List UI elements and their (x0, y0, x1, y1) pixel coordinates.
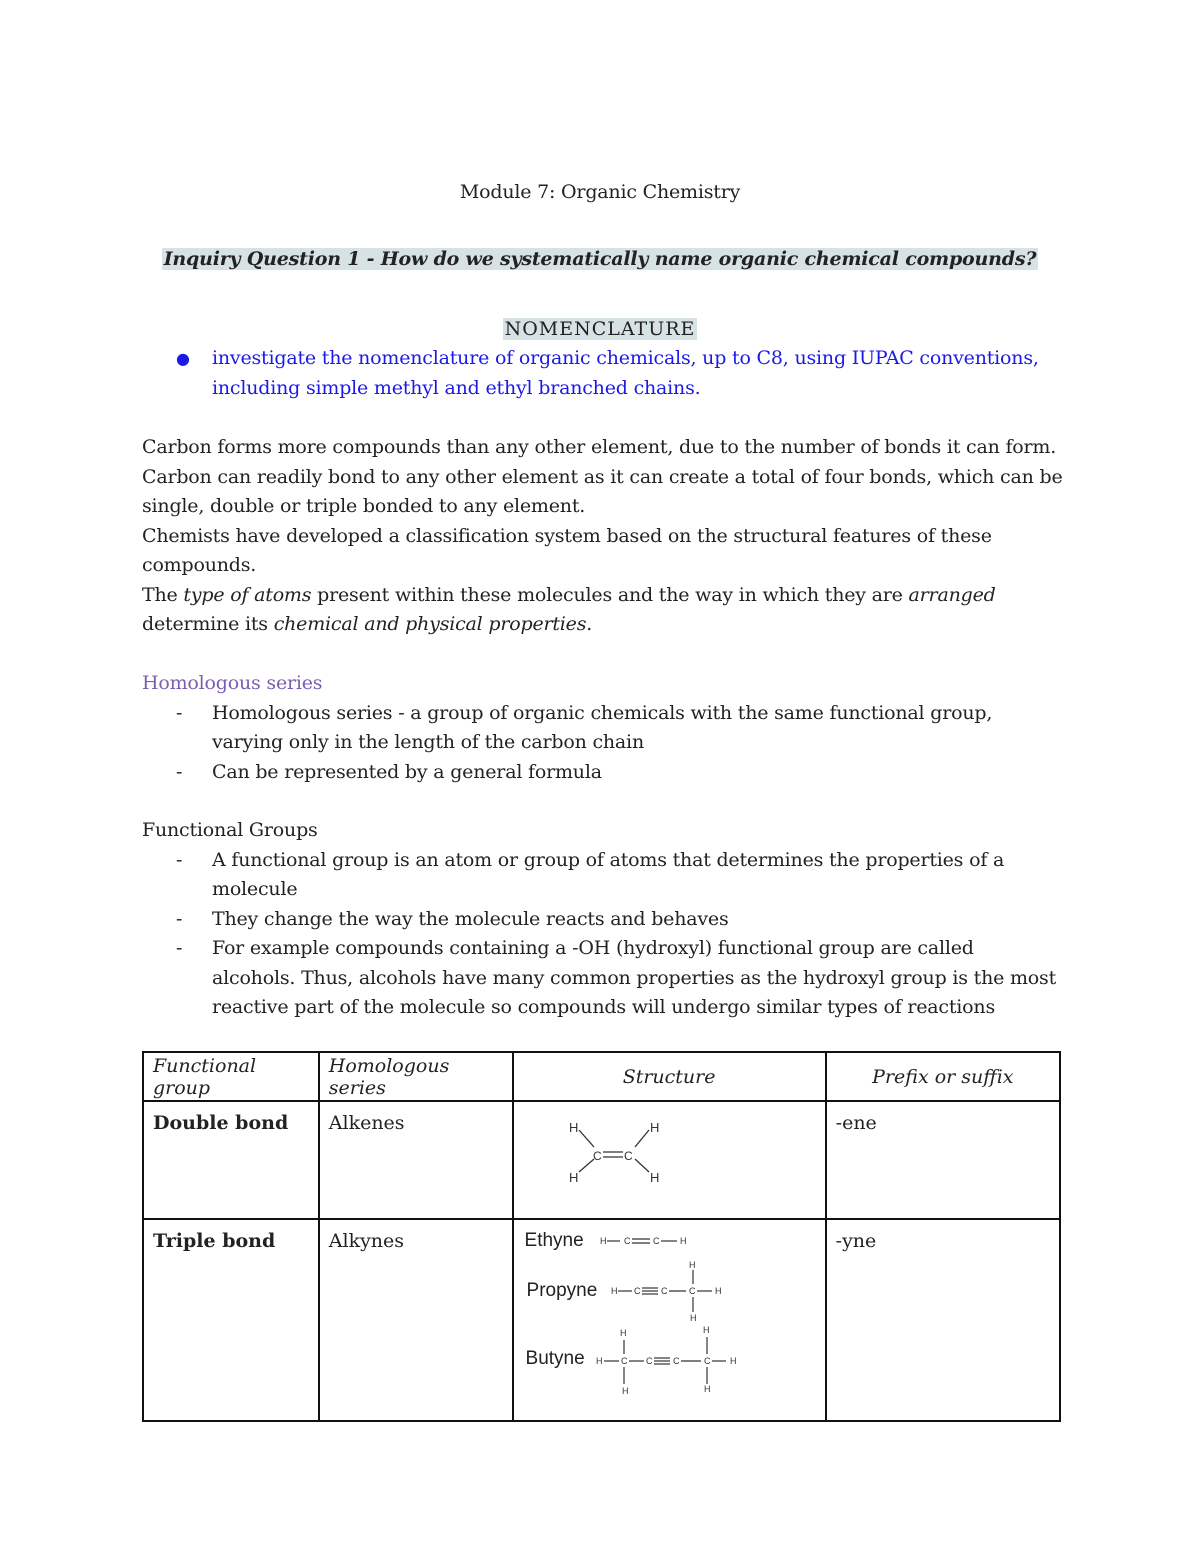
cell-structure (513, 1101, 826, 1219)
inquiry-question: Inquiry Question 1 - How do we systematically name organic chemical compounds? (163, 248, 1037, 270)
cell-structure (513, 1219, 826, 1421)
svg-text:H: H (621, 1386, 629, 1396)
emphasis: arranged (908, 583, 996, 606)
syllabus-line: investigate the nomenclature of organic chemicals, up to C8, using IUPAC conventions, (212, 347, 1039, 369)
text: molecule (212, 878, 298, 900)
text: determine its (142, 613, 274, 635)
text: present within these molecules and the way in which they are (311, 583, 909, 606)
svg-text:H: H (703, 1384, 711, 1394)
syllabus-point (176, 344, 1112, 403)
intro-line: single, double or triple bonded to any element. (142, 495, 586, 517)
header-cell: Prefix or suffix (826, 1052, 1060, 1101)
svg-text:C: C (688, 1286, 696, 1296)
propyne-label: Propyne (526, 1280, 598, 1301)
section-heading: NOMENCLATURE (504, 318, 696, 340)
cell-affix: -yne (826, 1219, 1060, 1421)
butyne-label: Butyne (525, 1348, 585, 1369)
intro-line: compounds. (142, 554, 257, 576)
intro-line: Carbon forms more compounds than any other element, due to the number of bonds it can form. (142, 436, 1057, 458)
section-subheading: Functional Groups (142, 819, 318, 841)
svg-text:H: H (595, 1356, 603, 1366)
svg-text:C: C (652, 1236, 660, 1246)
svg-text:C: C (592, 1149, 602, 1163)
cell-series: Alkynes (319, 1219, 513, 1421)
list-item (142, 905, 1082, 935)
section-heading-wrap (0, 315, 1200, 345)
svg-text:H: H (689, 1313, 697, 1323)
header-cell: Homologous series (319, 1052, 513, 1101)
functional-section (142, 816, 1082, 1023)
text: - They change the way the molecule reacts and behaves (212, 907, 729, 930)
functional-groups-table (142, 1051, 1061, 1422)
intro-paragraph (142, 433, 1082, 640)
text: - For example compounds containing a -OH (hydroxyl) functional group are called (212, 937, 974, 959)
bullet-icon: ● (176, 349, 190, 368)
homologous-section (142, 669, 1082, 787)
text: - Can be represented by a general formula (212, 760, 602, 783)
table-row (143, 1101, 1060, 1219)
list-item (142, 934, 1082, 1023)
table-row (143, 1219, 1060, 1421)
cell-affix: -ene (826, 1101, 1060, 1219)
svg-text:H: H (649, 1170, 659, 1185)
svg-text:H: H (619, 1328, 627, 1338)
text: reactive part of the molecule so compounds will undergo similar types of reactions (212, 996, 996, 1018)
intro-line (142, 581, 1082, 611)
emphasis: type of atoms (183, 583, 312, 606)
svg-text:C: C (623, 1149, 633, 1163)
intro-line: Chemists have developed a classification system based on the structural features of these (142, 524, 992, 547)
svg-text:H: H (714, 1286, 722, 1296)
alkyne-structures-diagram (514, 1220, 824, 1410)
text: alcohols. Thus, alcohols have many common properties as the hydroxyl group is the most (212, 966, 1057, 989)
svg-text:H: H (702, 1325, 710, 1335)
page-title: Module 7: Organic Chemistry (459, 181, 741, 203)
cell-group: Triple bond (143, 1219, 319, 1421)
svg-text:H: H (599, 1236, 607, 1246)
list-item (142, 699, 1082, 758)
svg-text:H: H (649, 1120, 659, 1135)
text: - A functional group is an atom or group of atoms that determines the properties of a (212, 848, 1005, 871)
header-cell: Functional group (143, 1052, 319, 1101)
inquiry-question-wrap (0, 245, 1200, 275)
list-item (142, 846, 1082, 905)
svg-text:C: C (620, 1356, 628, 1366)
intro-line (142, 610, 1082, 640)
emphasis: chemical and physical properties. (273, 613, 593, 635)
header-cell: Structure (513, 1052, 826, 1101)
ethyne-label: Ethyne (524, 1230, 584, 1251)
syllabus-line: including simple methyl and ethyl branched chains. (212, 376, 701, 399)
cell-group: Double bond (143, 1101, 319, 1219)
text: varying only in the length of the carbon chain (212, 731, 644, 753)
svg-text:C: C (672, 1356, 680, 1366)
svg-text:H: H (568, 1170, 578, 1185)
table-header-row (143, 1052, 1060, 1101)
svg-text:H: H (568, 1120, 578, 1135)
text: The (142, 583, 184, 606)
svg-text:C: C (703, 1356, 711, 1366)
svg-text:H: H (679, 1236, 687, 1246)
svg-text:H: H (688, 1260, 696, 1270)
svg-text:C: C (660, 1286, 668, 1296)
cell-series: Alkenes (319, 1101, 513, 1219)
intro-line: Carbon can readily bond to any other element as it can create a total of four bonds, which can be (142, 465, 1063, 488)
svg-text:H: H (729, 1356, 737, 1366)
text: - Homologous series - a group of organic chemicals with the same functional group, (212, 701, 993, 724)
svg-text:C: C (623, 1236, 631, 1246)
svg-text:C: C (645, 1356, 653, 1366)
section-subheading: Homologous series (142, 672, 323, 694)
alkene-structure-diagram (514, 1110, 824, 1210)
svg-text:C: C (633, 1286, 641, 1296)
list-item (142, 758, 1082, 788)
svg-text:H: H (610, 1286, 618, 1296)
